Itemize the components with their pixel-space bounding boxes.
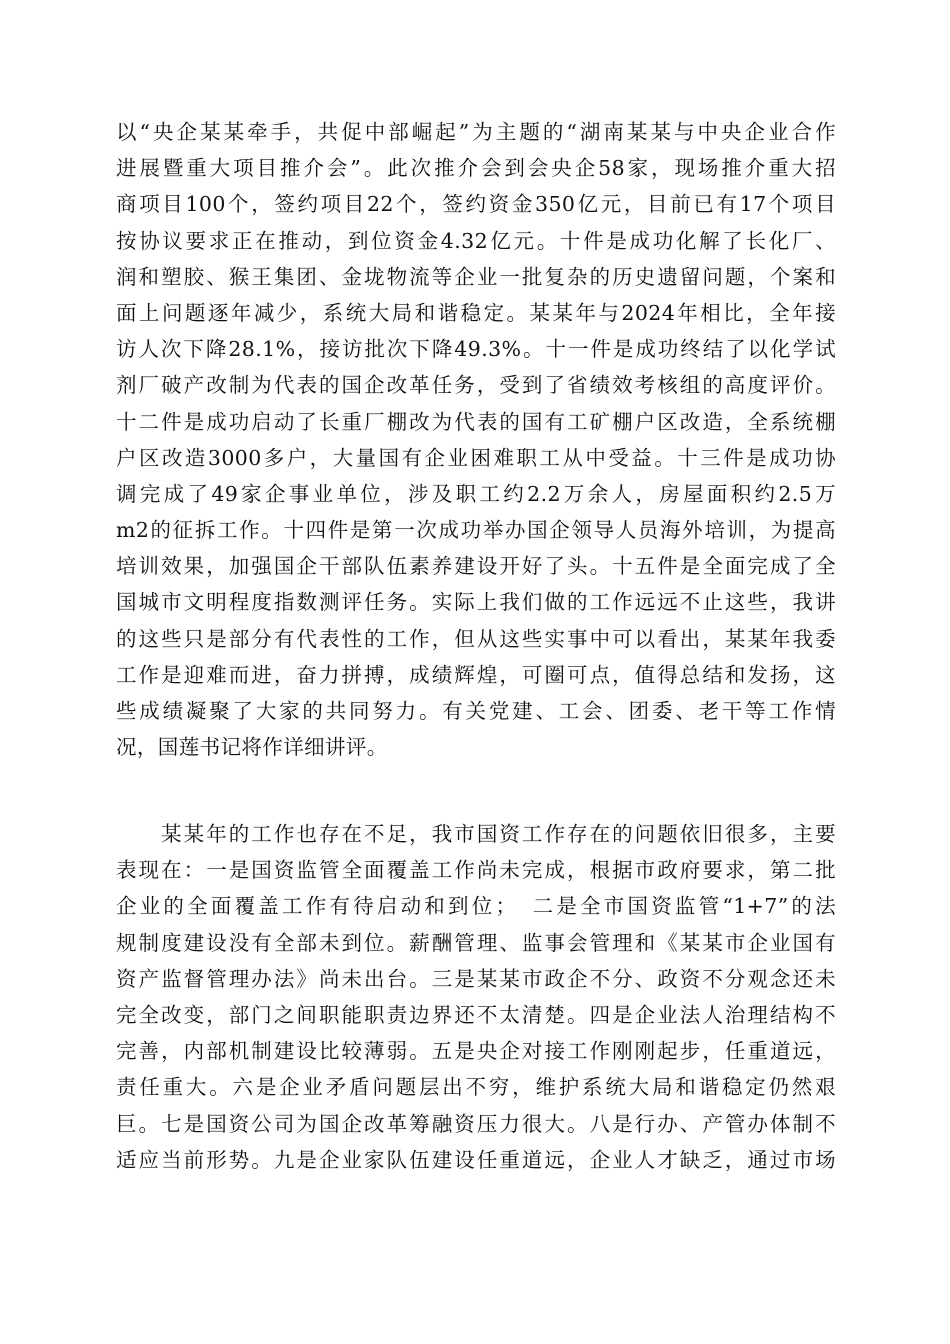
paragraph-line: 以“央企某某牵手，共促中部崛起”为主题的“湖南某某与中央企业合作 <box>116 120 836 144</box>
paragraph-line: 培训效果，加强国企干部队伍素养建设开好了头。十五件是全面完成了全 <box>116 554 836 579</box>
paragraph-line: 进展暨重大项目推介会”。此次推介会到会央企58家，现场推介重大招 <box>116 156 836 181</box>
paragraph-line: 巨。七是国资公司为国企改革筹融资压力很大。八是行办、产管办体制不 <box>116 1111 836 1136</box>
paragraph-line: 工作是迎难而进，奋力拼搏，成绩辉煌，可圈可点，值得总结和发扬，这 <box>116 662 836 687</box>
paragraph-line: 表现在：一是国资监管全面覆盖工作尚未完成，根据市政府要求，第二批 <box>116 858 836 883</box>
paragraph-line: 资产监督管理办法》尚未出台。三是某某市政企不分、政资不分观念还未 <box>116 966 836 991</box>
paragraph-line: 润和塑胶、猴王集团、金垅物流等企业一批复杂的历史遗留问题，个案和 <box>116 264 836 289</box>
paragraph-line: 某某年的工作也存在不足，我市国资工作存在的问题依旧很多，主要 <box>116 822 836 846</box>
paragraph-line: 适应当前形势。九是企业家队伍建设任重道远，企业人才缺乏，通过市场 <box>116 1147 836 1172</box>
paragraph-line: 的这些只是部分有代表性的工作，但从这些实事中可以看出，某某年我委 <box>116 626 836 651</box>
paragraph-line: 商项目100个，签约项目22个，签约资金350亿元，目前已有17个项目 <box>116 192 836 217</box>
paragraph-line: 面上问题逐年减少，系统大局和谐稳定。某某年与2024年相比，全年接 <box>116 300 836 325</box>
paragraph-shortcomings <box>116 816 836 1178</box>
paragraph-line: 些成绩凝聚了大家的共同努力。有关党建、工会、团委、老干等工作情 <box>116 699 836 723</box>
paragraph-line: m2的征拆工作。十四件是第一次成功举办国企领导人员海外培训，为提高 <box>116 518 836 543</box>
paragraph-line: 完善，内部机制建设比较薄弱。五是央企对接工作刚刚起步，任重道远， <box>116 1039 836 1064</box>
paragraph-line: 规制度建设没有全部未到位。薪酬管理、监事会管理和《某某市企业国有 <box>116 930 836 955</box>
paragraph-line: 访人次下降28.1%，接访批次下降49.3%。十一件是成功终结了以化学试 <box>116 337 836 362</box>
paragraph-line: 户区改造3000多户，大量国有企业困难职工从中受益。十三件是成功协 <box>116 445 836 470</box>
paragraph-line: 调完成了49家企事业单位，涉及职工约2.2万余人，房屋面积约2.5万 <box>116 481 836 506</box>
paragraph-line: 剂厂破产改制为代表的国企改革任务，受到了省绩效考核组的高度评价。 <box>116 373 836 398</box>
paragraph-line: 按协议要求正在推动，到位资金4.32亿元。十件是成功化解了长化厂、 <box>116 228 836 253</box>
paragraph-line: 完全改变，部门之间职能职责边界还不太清楚。四是企业法人治理结构不 <box>116 1002 836 1027</box>
paragraph-achievements <box>116 114 836 765</box>
paragraph-line: 责任重大。六是企业矛盾问题层出不穷，维护系统大局和谐稳定仍然艰 <box>116 1075 836 1100</box>
paragraph-line: 企业的全面覆盖工作有待启动和到位； 二是全市国资监管“1+7”的法 <box>116 894 836 919</box>
paragraph-line: 十二件是成功启动了长重厂棚改为代表的国有工矿棚户区改造，全系统棚 <box>116 409 836 434</box>
paragraph-line: 国城市文明程度指数测评任务。实际上我们做的工作远远不止这些，我讲 <box>116 590 836 615</box>
paragraph-line: 况，国莲书记将作详细讲评。 <box>116 735 388 760</box>
